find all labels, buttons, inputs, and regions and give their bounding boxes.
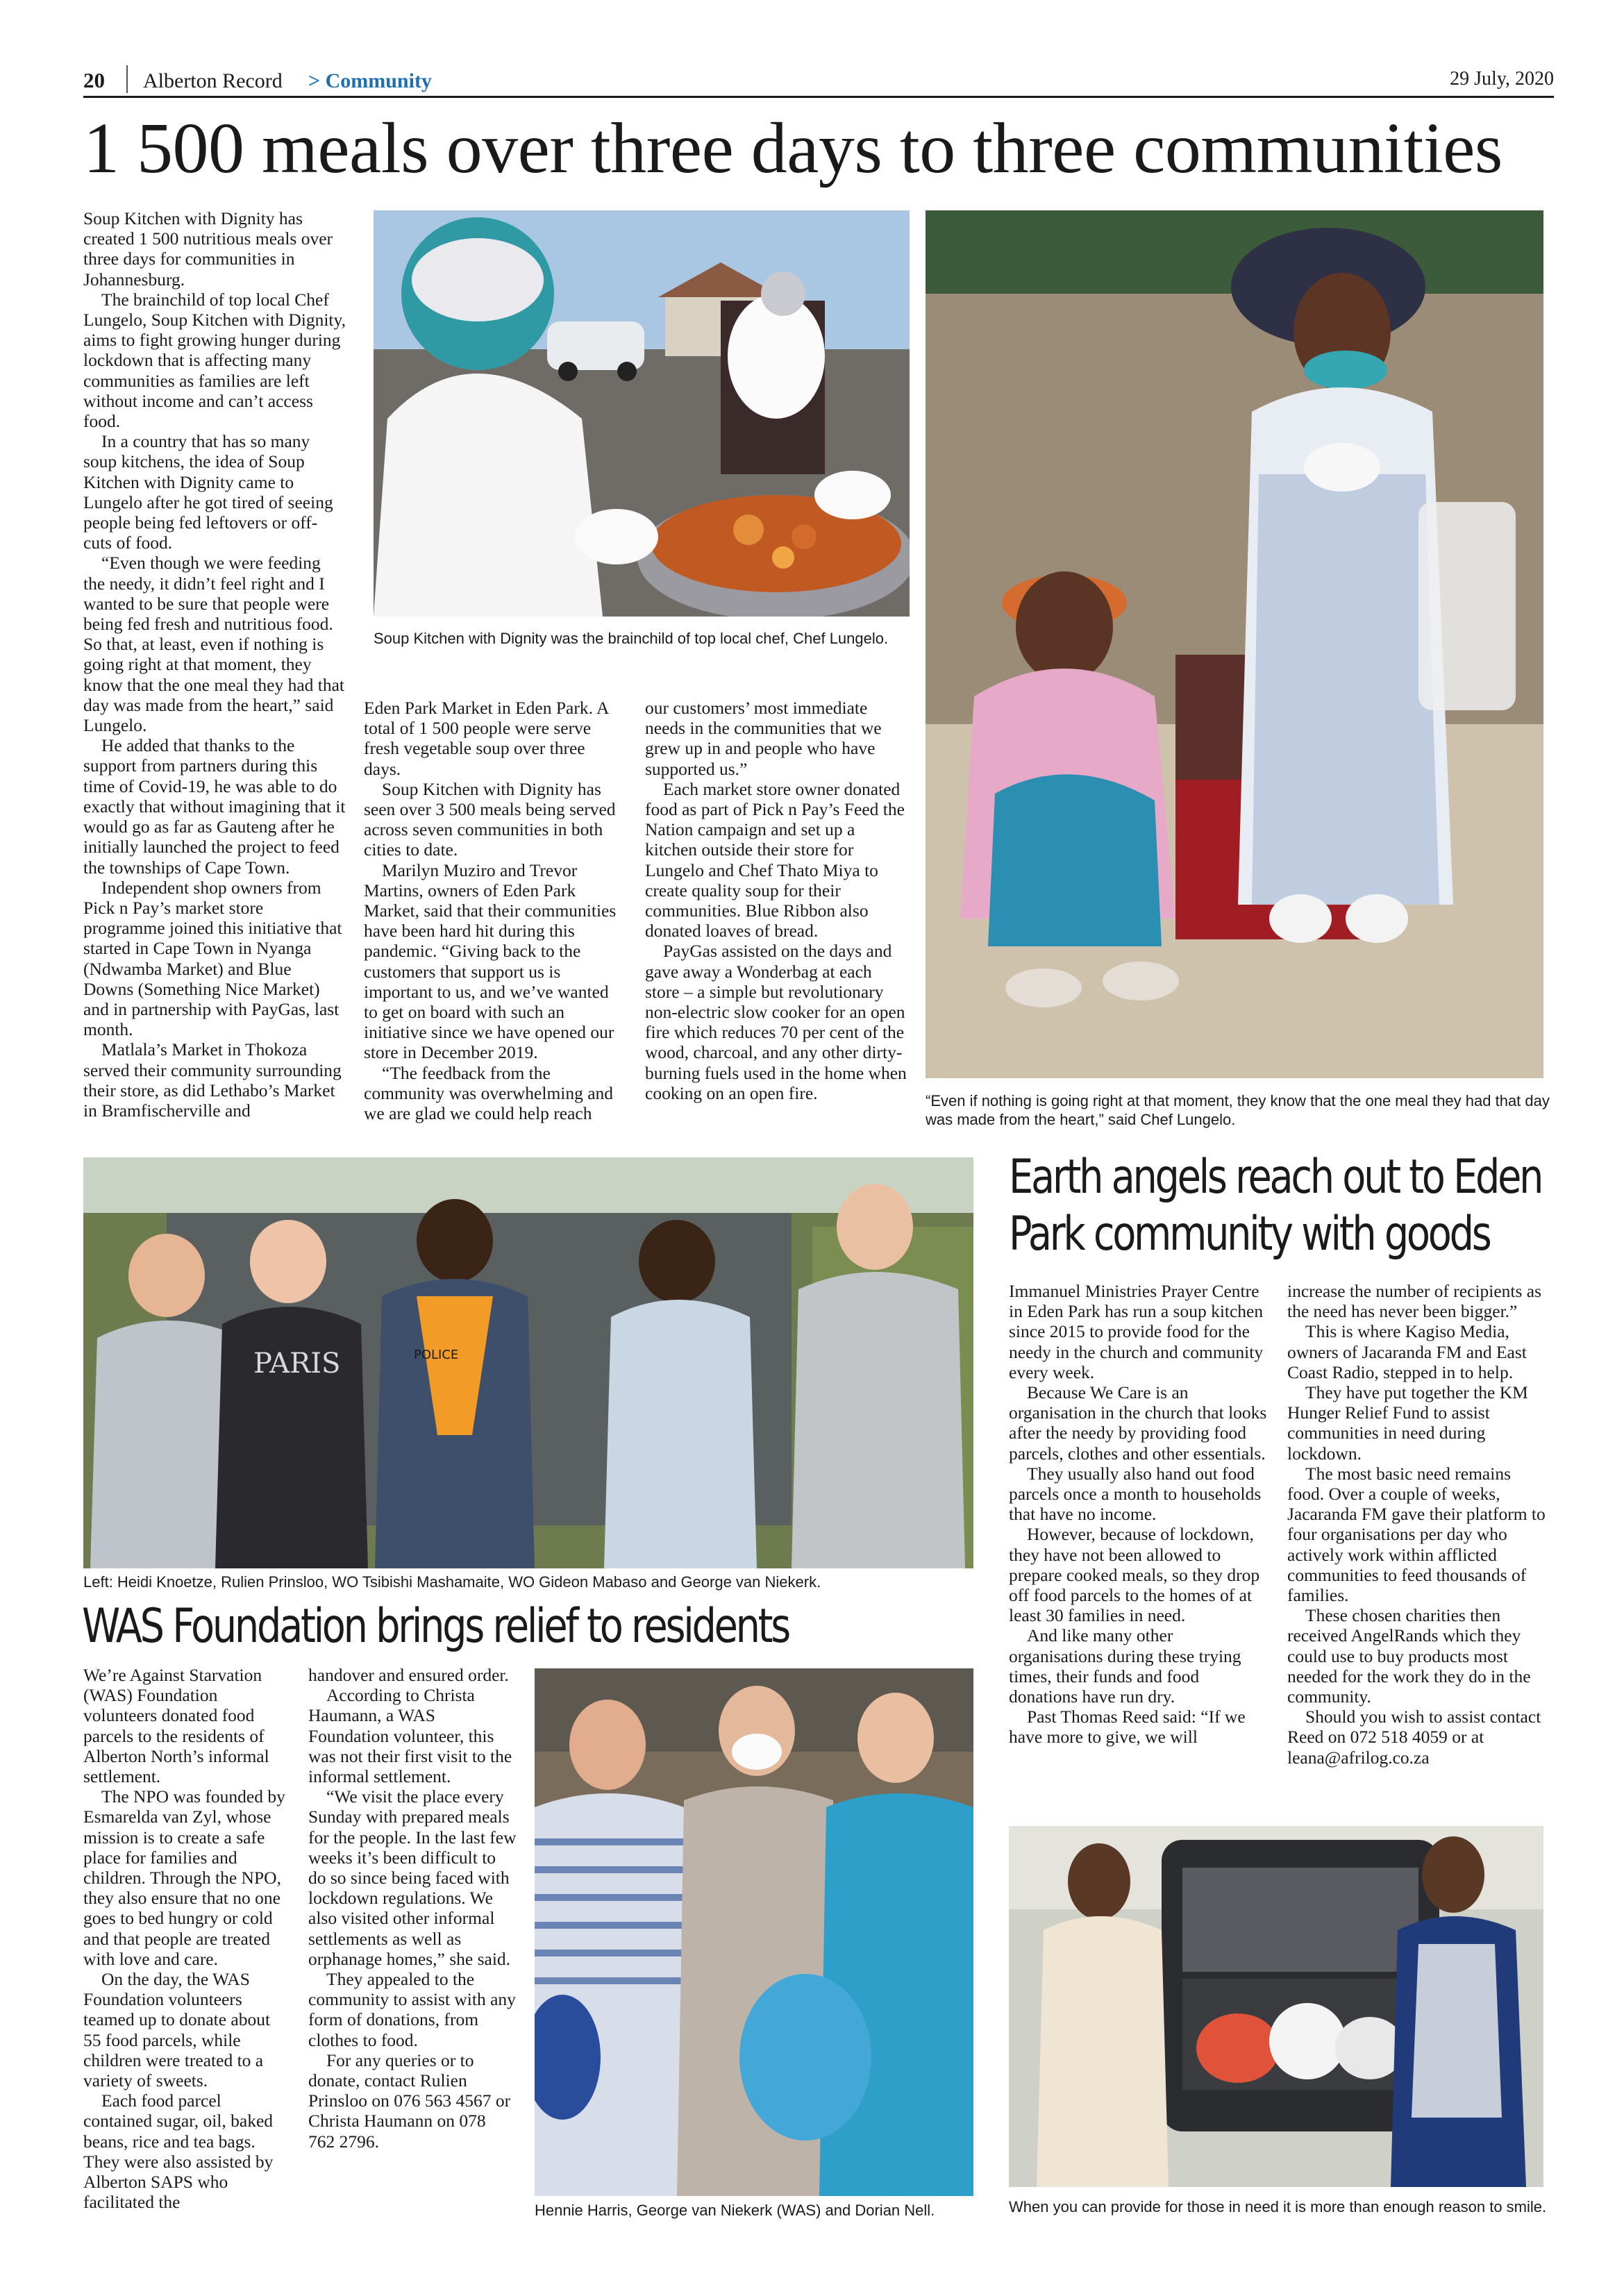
two-women-photo [926, 210, 1543, 1078]
running-header [83, 62, 1554, 97]
paragraph: On the day, the WAS Foundation volunteers teamed up to donate about 55 food parcels, while children were treated to a variety of sweets. [83, 1969, 271, 2091]
paragraph: He added that thanks to the support from partners during this time of Covid-19, he was able to do exactly that without imagining that it would go as far as Gauteng after he initially launched the project to feed the townships of Cape Town. [83, 735, 346, 878]
paragraph: For any queries or to donate, contact Rulien Prinsloo on 076 563 4567 or Christa Haumann on 078 762 2796. [308, 2050, 511, 2152]
paragraph: They have put together the KM Hunger Relief Fund to assist communities in need during lockdown. [1287, 1382, 1528, 1464]
paragraph: We’re Against Starvation (WAS) Foundation volunteers donated food parcels to the residents of Alberton North’s informal settlement. [83, 1665, 269, 1787]
paragraph: This is where Kagiso Media, owners of Jacaranda FM and East Coast Radio, stepped in to help. [1287, 1321, 1527, 1382]
paragraph: “The feedback from the community was overwhelming and we are glad we could help reach [364, 1062, 614, 1124]
paragraph: Immanuel Ministries Prayer Centre in Eden Park has run a soup kitchen since 2015 to provide food for the needy in the church and community every week. [1009, 1281, 1264, 1382]
paragraph: increase the number of recipients as the need has never been bigger.” [1287, 1281, 1542, 1322]
paragraph: However, because of lockdown, they have not been allowed to prepare cooked meals, so they drop off food parcels to the homes of at least 30 families in need. [1009, 1524, 1260, 1626]
issue-date: 29 July, 2020 [1450, 68, 1554, 90]
main-story-column-1 [83, 208, 346, 1121]
paragraph: Marilyn Muziro and Trevor Martins, owners of Eden Park Market, said that their communities have been hard hit during this pandemic. “Giving back to the customers that support us is important to us, and we’ve wanted to get on board with such an initiative since we have opened our store in December 2019. [364, 860, 617, 1063]
paragraph: Past Thomas Reed said: “If we have more to give, we will [1009, 1707, 1246, 1748]
paragraph: “We visit the place every Sunday with prepared meals for the people. In the last few weeks it’s been difficult to do so since being faced with lockdown regulations. We also visited other informal settlements as well as orphanage homes,” she said. [308, 1786, 517, 1969]
paragraph: Each food parcel contained sugar, oil, baked beans, rice and tea bags. They were also assisted by Alberton SAPS who facilitated the [83, 2090, 274, 2213]
page-number: 20 [83, 68, 105, 92]
was-story-column-2 [308, 1665, 517, 2152]
paragraph: They appealed to the community to assist with any form of donations, from clothes to food. [308, 1969, 516, 2050]
main-headline: 1 500 meals over three days to three communities [83, 108, 1502, 188]
paragraph: In a country that has so many soup kitchens, the idea of Soup Kitchen with Dignity came to Lungelo after he got tired of seeing people being fed leftovers or off-cuts of food. [83, 431, 333, 553]
paragraph: Each market store owner donated food as part of Pick n Pay’s Feed the Nation campaign and set up a kitchen outside their store for Lungelo and Chef Thato Miya to create quality soup for their communities. Blue Ribbon also donated loaves of bread. [645, 778, 905, 941]
main-story-column-3 [645, 698, 907, 1103]
chef-serving-photo [374, 210, 910, 617]
car-boot-photo-caption: When you can provide for those in need it is more than enough reason to smile. [1009, 2198, 1547, 2215]
paragraph: handover and ensured order. [308, 1665, 509, 1685]
three-men-photo-caption: Hennie Harris, George van Niekerk (WAS) and Dorian Nell. [535, 2202, 935, 2219]
paragraph: Soup Kitchen with Dignity has created 1 500 nutritious meals over three days for communities in Johannesburg. [83, 208, 333, 290]
earth-angels-headline-line-1: Earth angels reach out to Eden [1009, 1150, 1542, 1205]
earth-story-column-1 [1009, 1281, 1269, 1748]
paragraph: According to Christa Haumann, a WAS Foundation volunteer, this was not their first visit to the informal settlement. [308, 1685, 512, 1787]
paragraph: Because We Care is an organisation in the church that looks after the needy by providing food parcels, clothes and other essentials. [1009, 1382, 1267, 1464]
group-photo-caption: Left: Heidi Knoetze, Rulien Prinsloo, WO Tsibishi Mashamaite, WO Gideon Mabaso and George van Niekerk. [83, 1573, 821, 1591]
earth-angels-headline-line-2: Park community with goods [1009, 1207, 1490, 1262]
was-story-column-1 [83, 1665, 292, 2212]
earth-story-column-2 [1287, 1281, 1550, 1768]
paragraph: And like many other organisations during these trying times, their funds and food donations have run dry. [1009, 1625, 1241, 1707]
car-boot-photo [1009, 1826, 1543, 2187]
chef-photo-caption: Soup Kitchen with Dignity was the brainchild of top local chef, Chef Lungelo. [374, 630, 889, 647]
section-name: > Community [308, 69, 432, 92]
three-men-photo [535, 1668, 973, 2196]
group-police-photo [83, 1157, 973, 1568]
paragraph: The NPO was founded by Esmarelda van Zyl, whose mission is to create a safe place for families and children. Through the NPO, they also ensure that no one goes to bed hungry or cold and that people are treated with love and care. [83, 1786, 285, 1969]
paragraph: “Even though we were feeding the needy, it didn’t feel right and I wanted to be sure that people were being fed fresh and nutritious food. So that, at least, even if nothing is going right at that moment, they know that the one meal they had that day was made from the heart,” said Lungelo. [83, 553, 345, 736]
header-divider [126, 65, 128, 93]
paragraph: Independent shop owners from Pick n Pay’s market store programme joined this initiative that started in Cape Town in Nyanga (Ndwamba Market) and Blue Downs (Something Nice Market) and in partnership with PayGas, last month. [83, 877, 342, 1040]
main-story-column-2 [364, 698, 626, 1123]
paragraph: Should you wish to assist contact Reed on 072 518 4059 or at leana@afrilog.co.za [1287, 1707, 1541, 1768]
paragraph: Eden Park Market in Eden Park. A total of 1 500 people were serve fresh vegetable soup over three days. [364, 698, 608, 779]
paragraph: Soup Kitchen with Dignity has seen over 3 500 meals being served across seven communities in both cities to date. [364, 778, 616, 860]
paragraph: Matlala’s Market in Thokoza served their community surrounding their store, as did Lethabo’s Market in Bramfischerville and [83, 1039, 342, 1121]
two-women-photo-caption: “Even if nothing is going right at that moment, they know that the one meal they had that day was made from the heart,” said Chef Lungelo. [926, 1092, 1550, 1128]
paragraph: They usually also hand out food parcels once a month to households that have no income. [1009, 1463, 1262, 1525]
publication-name: Alberton Record [143, 69, 283, 92]
paragraph: The brainchild of top local Chef Lungelo, Soup Kitchen with Dignity, aims to fight growing hunger during lockdown that is affecting many communities as families are left without income and can’t access food. [83, 289, 346, 432]
paragraph: These chosen charities then received AngelRands which they could use to buy products most needed for the work they do in the community. [1287, 1605, 1531, 1707]
police-vest-text: POLICE [414, 1348, 459, 1362]
paragraph: PayGas assisted on the days and gave away a Wonderbag at each store – a simple but revolutionary non-electric slow cooker for an open fire which reduces 70 per cent of the wood, charcoal, and any other dirty-burning fuels used in the home when cooking on an open fire. [645, 941, 907, 1103]
was-foundation-headline: WAS Foundation brings relief to residents [82, 1599, 789, 1654]
paragraph: The most basic need remains food. Over a couple of weeks, Jacaranda FM gave their platform to four organisations per day who actively work within afflicted communities to feed thousands of families. [1287, 1463, 1546, 1606]
paris-shirt-text: PARIS [253, 1348, 341, 1380]
paragraph: our customers’ most immediate needs in the communities that we grew up in and people who have supported us.” [645, 698, 882, 779]
header-rule [83, 96, 1554, 98]
